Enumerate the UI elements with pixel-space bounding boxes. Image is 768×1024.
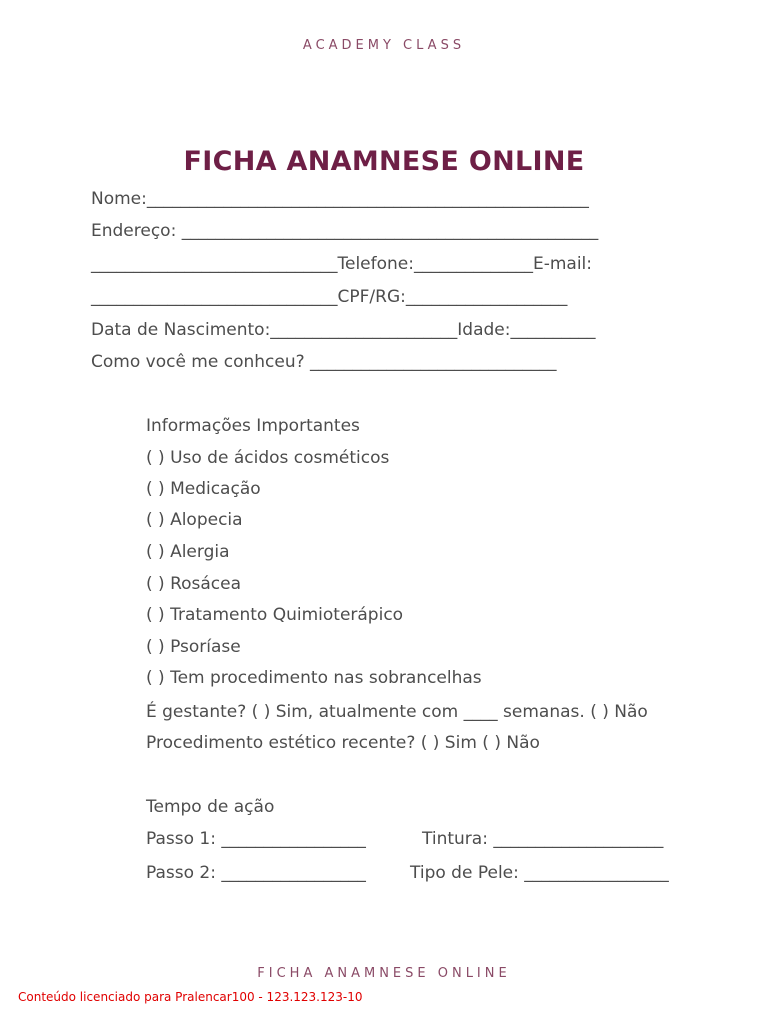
step2-field: Passo 2: _________________ [146, 863, 366, 883]
referral-field: Como você me conhceu? _____________________________ [91, 352, 557, 372]
cpf-rg-field: _____________________________CPF/RG:___________________ [91, 287, 568, 307]
license-notice: Conteúdo licenciado para Pralencar100 - 123.123.123-10 [18, 990, 363, 1004]
dye-field: Tintura: ____________________ [422, 829, 664, 849]
checklist-item: ( ) Uso de ácidos cosméticos [146, 448, 390, 468]
page-title: FICHA ANAMNESE ONLINE [183, 146, 585, 177]
important-info-heading: Informações Importantes [146, 416, 360, 436]
checklist-item: ( ) Tratamento Quimioterápico [146, 605, 404, 625]
step1-field: Passo 1: _________________ [146, 829, 366, 849]
header-brand: ACADEMY CLASS [302, 38, 466, 53]
checklist-item: ( ) Rosácea [146, 574, 242, 594]
address-field: Endereço: _________________________________________________ [91, 221, 599, 241]
skin-type-field: Tipo de Pele: _________________ [410, 863, 669, 883]
recent-procedure-question: Procedimento estético recente? ( ) Sim ( ) Não [146, 733, 540, 753]
checklist-item: ( ) Psoríase [146, 637, 241, 657]
birthdate-age-field: Data de Nascimento:______________________Idade:__________ [91, 320, 596, 340]
footer-brand: FICHA ANAMNESE ONLINE [257, 966, 511, 981]
action-time-heading: Tempo de ação [146, 797, 275, 817]
checklist-item: ( ) Alopecia [146, 510, 243, 530]
pregnancy-question: É gestante? ( ) Sim, atualmente com ____ semanas. ( ) Não [146, 702, 648, 722]
name-field: Nome:____________________________________________________ [91, 189, 589, 209]
phone-email-field: _____________________________Telefone:______________E-mail: [91, 254, 593, 274]
checklist-item: ( ) Medicação [146, 479, 261, 499]
checklist-item: ( ) Alergia [146, 542, 230, 562]
checklist-item: ( ) Tem procedimento nas sobrancelhas [146, 668, 482, 688]
